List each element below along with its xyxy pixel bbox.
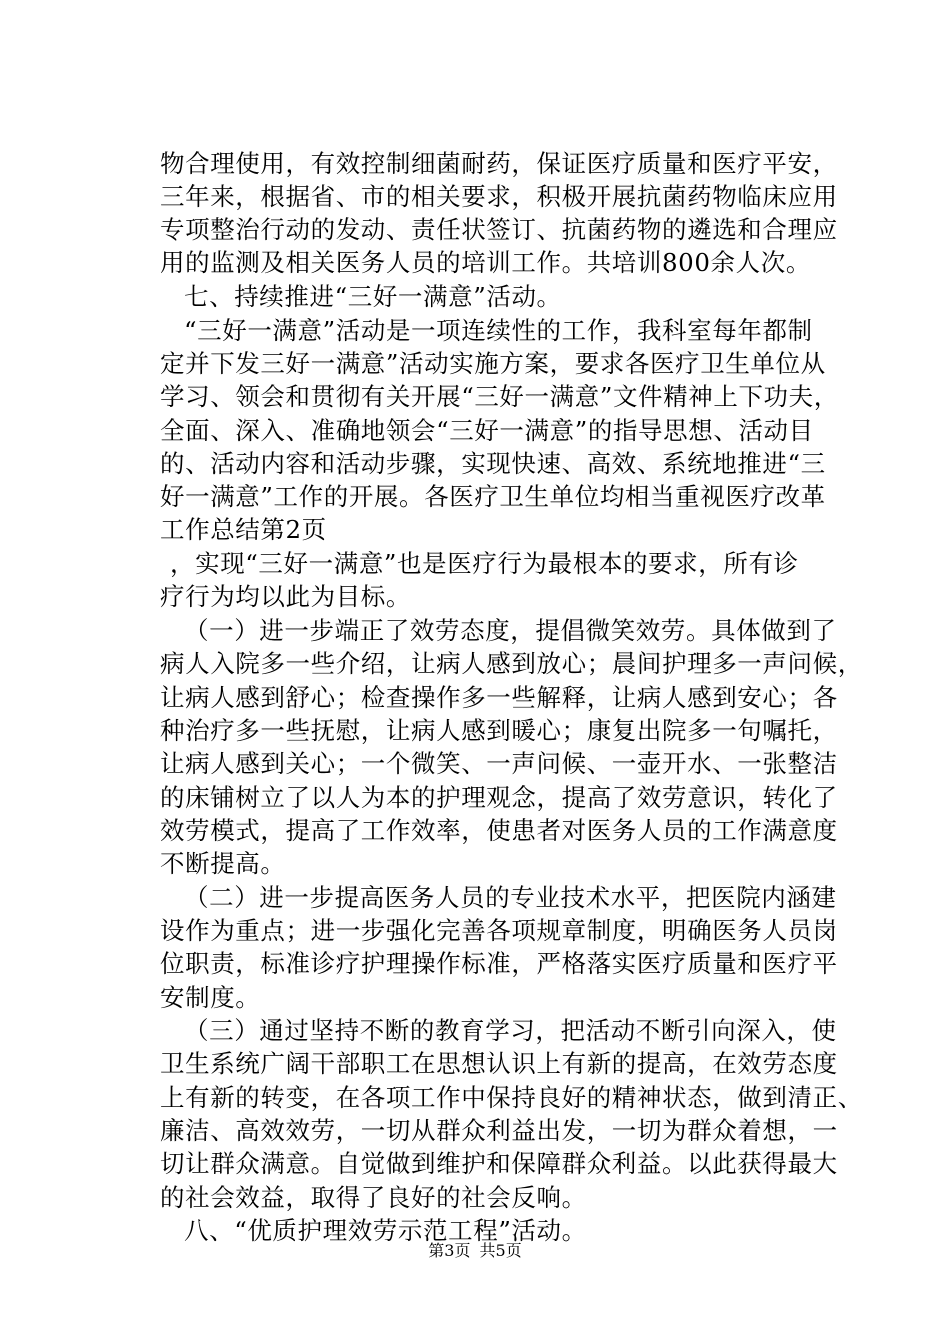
text-line: 切让群众满意。自觉做到维护和保障群众利益。以此获得最大 <box>160 1149 838 1178</box>
text-line: 的社会效益，取得了良好的社会反响。 <box>160 1183 587 1212</box>
text-line: 安制度。 <box>160 983 261 1012</box>
text-line: （二）进一步提高医务人员的专业技术水平，把医院内涵建 <box>184 883 837 912</box>
text-line: （一）进一步端正了效劳态度，提倡微笑效劳。具体做到了 <box>184 616 837 645</box>
text-line: 疗行为均以此为目标。 <box>160 582 411 611</box>
text-line: 学习、领会和贯彻有关开展“三好一满意”文件精神上下功夫， <box>160 382 839 411</box>
page-number: 第3页 <box>428 1241 471 1260</box>
text-line: 位职责，标准诊疗护理操作标准，严格落实医疗质量和医疗平 <box>160 949 838 978</box>
text-line: 的、活动内容和活动步骤，实现快速、高效、系统地推进“三 <box>160 449 826 478</box>
text-line: 效劳模式，提高了工作效率，使患者对医务人员的工作满意度 <box>160 816 838 845</box>
text-line: 七、持续推进“三好一满意”活动。 <box>184 282 562 311</box>
text-line: 病人入院多一些介绍，让病人感到放心；晨间护理多一声问候， <box>160 649 863 678</box>
text-line: 专项整治行动的发动、责任状签订、抗菌药物的遴选和合理应 <box>160 215 838 244</box>
text-line: （三）通过坚持不断的教育学习，把活动不断引向深入，使 <box>184 1016 837 1045</box>
text-line: 廉洁、高效效劳，一切从群众利益出发，一切为群众着想，一 <box>160 1116 838 1145</box>
text-line: 上有新的转变，在各项工作中保持良好的精神状态，做到清正、 <box>160 1083 863 1112</box>
text-line: 不断提高。 <box>160 849 286 878</box>
page-footer <box>0 1240 950 1262</box>
text-line: 卫生系统广阔干部职工在思想认识上有新的提高，在效劳态度 <box>160 1049 838 1078</box>
text-line: ，实现“三好一满意”也是医疗行为最根本的要求，所有诊 <box>170 549 799 578</box>
text-line: 工作总结第2页 <box>160 515 327 544</box>
text-line: 种治疗多一些抚慰，让病人感到暖心；康复出院多一句嘱托， <box>160 716 838 745</box>
text-line: 物合理使用，有效控制细菌耐药，保证医疗质量和医疗平安， <box>160 149 838 178</box>
text-line: 八、“优质护理效劳示范工程”活动。 <box>184 1216 587 1245</box>
text-line: 的床铺树立了以人为本的护理观念，提高了效劳意识，转化了 <box>160 783 838 812</box>
text-line: 好一满意”工作的开展。各医疗卫生单位均相当重视医疗改革 <box>160 482 826 511</box>
text-line: 让病人感到舒心；检查操作多一些解释，让病人感到安心；各 <box>160 683 838 712</box>
page-total: 共5页 <box>479 1241 522 1260</box>
text-line: 三年来，根据省、市的相关要求，积极开展抗菌药物临床应用 <box>160 182 838 211</box>
text-line: 用的监测及相关医务人员的培训工作。共培训800余人次。 <box>160 248 811 277</box>
text-line: 让病人感到关心；一个微笑、一声问候、一壶开水、一张整洁 <box>160 749 838 778</box>
text-line: 全面、深入、准确地领会“三好一满意”的指导思想、活动目 <box>160 416 814 445</box>
text-line: 设作为重点；进一步强化完善各项规章制度，明确医务人员岗 <box>160 916 838 945</box>
text-line: “三好一满意”活动是一项连续性的工作，我科室每年都制 <box>184 316 813 345</box>
text-line: 定并下发三好一满意”活动实施方案，要求各医疗卫生单位从 <box>160 349 826 378</box>
